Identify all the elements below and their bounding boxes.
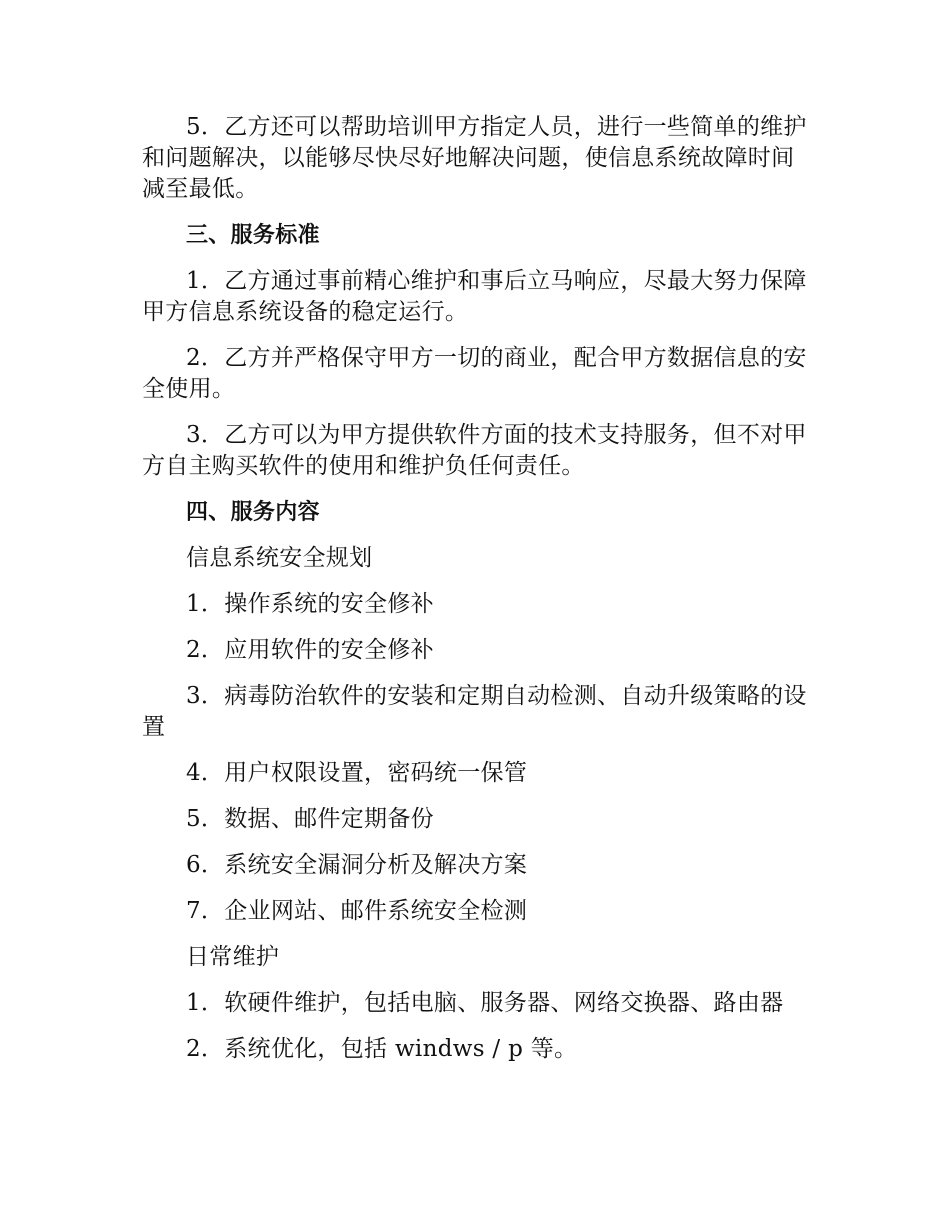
- subheading-security-planning: 信息系统安全规划: [186, 545, 373, 571]
- list-item-security-5: 5．数据、邮件定期备份: [186, 806, 434, 832]
- section-heading-service-content: 四、服务内容: [186, 500, 320, 525]
- subheading-daily-maintenance: 日常维护: [186, 944, 280, 970]
- document-body: [142, 112, 812, 1065]
- paragraph-item-5-training: 5．乙方还可以帮助培训甲方指定人员，进行一些简单的维护和问题解决，以能够尽快尽好地解决问题，使信息系统故障时间减至最低。: [142, 114, 807, 202]
- list-item-security-7: 7．企业网站、邮件系统安全检测: [186, 898, 528, 924]
- list-item-security-2: 2．应用软件的安全修补: [186, 637, 434, 663]
- paragraph-standard-2: 2．乙方并严格保守甲方一切的商业，配合甲方数据信息的安全使用。: [142, 345, 807, 402]
- list-item-maintenance-2: 2．系统优化，包括 windws / p 等。: [186, 1036, 578, 1062]
- section-heading-service-standard: 三、服务标准: [186, 223, 320, 248]
- paragraph-standard-1: 1．乙方通过事前精心维护和事后立马响应，尽最大努力保障甲方信息系统设备的稳定运行。: [142, 268, 807, 325]
- paragraph-standard-3: 3．乙方可以为甲方提供软件方面的技术支持服务，但不对甲方自主购买软件的使用和维护负任何责任。: [142, 422, 807, 479]
- list-item-maintenance-1: 1．软硬件维护，包括电脑、服务器、网络交换器、路由器: [186, 990, 784, 1016]
- list-item-security-4: 4．用户权限设置，密码统一保管: [186, 760, 528, 786]
- list-item-security-6: 6．系统安全漏洞分析及解决方案: [186, 852, 528, 878]
- list-item-security-3: 3．病毒防治软件的安装和定期自动检测、自动升级策略的设置: [142, 683, 807, 740]
- list-item-security-1: 1．操作系统的安全修补: [186, 591, 434, 617]
